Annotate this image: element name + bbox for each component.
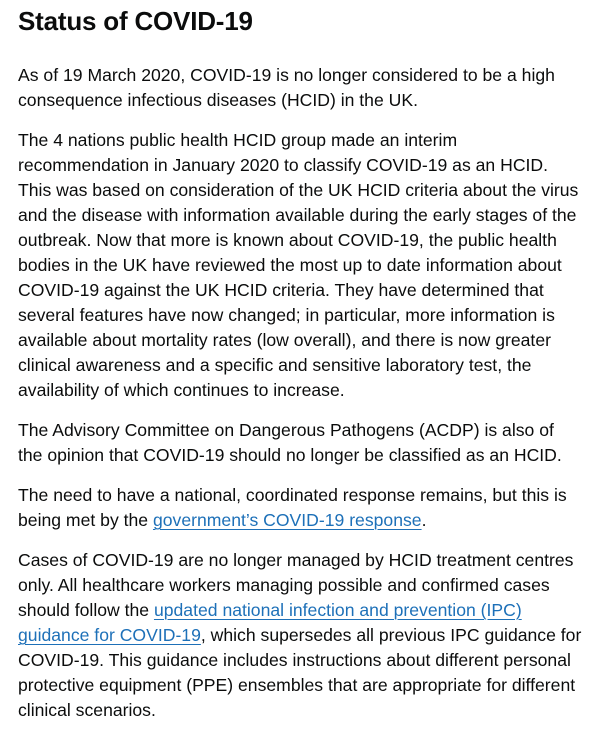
paragraph-text: , which supersedes all previous IPC guidance for COVID-19. This guidance includes instructions about different personal protective equipment (PPE) ensembles that are appropriate for different clinical scenarios. — [18, 625, 582, 720]
paragraph-hcid-status: As of 19 March 2020, COVID-19 is no longer considered to be a high consequence infectious diseases (HCID) in the UK. — [18, 65, 555, 110]
paragraph-interim-recommendation: The 4 nations public health HCID group made an interim recommendation in January 2020 to classify COVID-19 as an HCID. This was based on consideration of the UK HCID criteria about the virus and the disease with information available during the early stages of the outbreak. Now that more is known about COVID-19, the public health bodies in the UK have reviewed the most up to date information about COVID-19 against the UK HCID criteria. They have determined that several features have now changed; in particular, more information is available about mortality rates (low overall), and there is now greater clinical awareness and a specific and sensitive laboratory test, the availability of which continues to increase. — [18, 130, 579, 400]
government-response-link[interactable]: government’s COVID-19 response — [152, 510, 422, 530]
paragraph-national-response — [18, 483, 582, 533]
content-section — [0, 6, 600, 723]
paragraph-text: . — [421, 510, 427, 530]
section-heading: Status of COVID-19 — [18, 6, 253, 36]
paragraph-acdp-opinion: The Advisory Committee on Dangerous Pathogens (ACDP) is also of the opinion that COVID-19 should no longer be classified as an HCID. — [18, 420, 562, 465]
paragraph-text: Cases of COVID-19 are no longer managed by HCID treatment centres only. All healthcare workers managing possible and confirmed cases should follow the — [18, 550, 574, 620]
paragraph-case-management — [18, 548, 582, 723]
paragraph-text: The need to have a national, coordinated response remains, but this is being met by the — [18, 485, 567, 530]
ipc-guidance-link[interactable]: updated national infection and prevention (IPC) guidance for COVID-19 — [18, 600, 522, 645]
